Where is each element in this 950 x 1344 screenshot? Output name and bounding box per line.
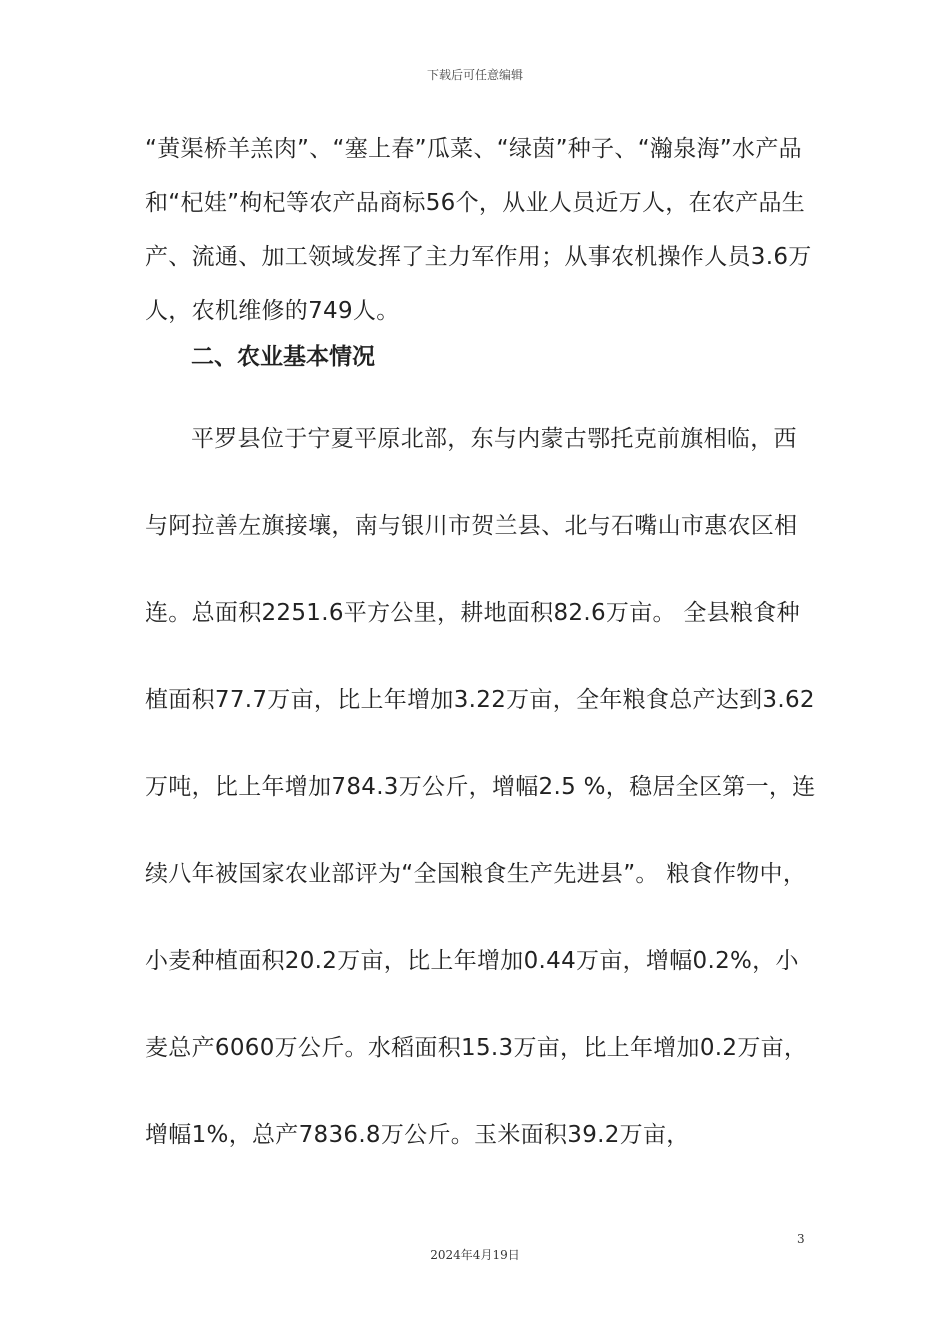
paragraph-agriculture-overview: 平罗县位于宁夏平原北部，东与内蒙古鄂托克前旗相临，西与阿拉善左旗接壤，南与银川市贺兰县、北与石嘴山市惠农区相连。总面积2251.6平方公里，耕地面积82.6万亩。 全县粮食种植面积77.7万亩，比上年增加3.22万亩，全年粮食总产达到3.62万吨，比上年增加784.3万公斤，增幅2.5 %，稳居全区第一，连续八年被国家农业部评为“全国粮食生产先进县”。 粮食作物中，小麦种植面积20.2万亩，比上年增加0.44万亩，增幅0.2%，小麦总产6060万公斤。水稻面积15.3万亩，比上年增加0.2万亩，增幅1%，总产7836.8万公斤。玉米面积39.2万亩，: [145, 426, 816, 1148]
page-footer-date: 2024年4月19日: [430, 1248, 520, 1262]
section-heading: 二、农业基本情况: [191, 344, 375, 370]
page-number: 3: [797, 1232, 805, 1246]
page-header: 下载后可任意编辑: [426, 68, 523, 82]
paragraph-trademarks: “黄渠桥羊羔肉”、“塞上春”瓜菜、“绿茵”种子、“瀚泉海”水产品和“杞娃”枸杞等农产品商标56个，从业人员近万人，在农产品生产、流通、加工领域发挥了主力军作用；从事农机操作人员3.6万人，农机维修的749人。: [145, 136, 812, 324]
